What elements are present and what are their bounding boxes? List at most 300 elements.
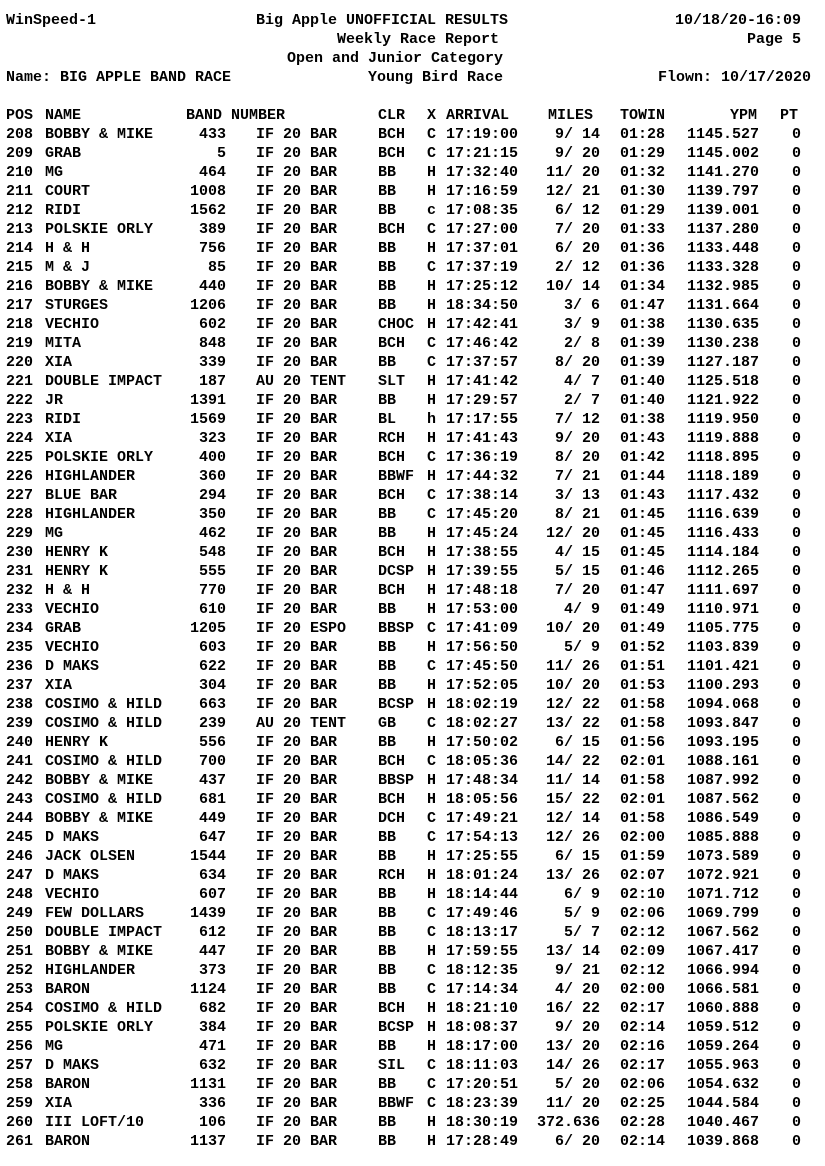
cell-pos: 230 (6, 544, 34, 561)
cell-x: H (427, 1019, 437, 1036)
cell-clr: BB (378, 829, 397, 846)
cell-clr: SIL (378, 1057, 406, 1074)
cell-band: 304 (198, 677, 226, 694)
cell-pt: 0 (792, 810, 802, 827)
cell-miles: 5/ 7 (563, 924, 600, 941)
cell-band: 336 (198, 1095, 226, 1112)
cell-band: 106 (198, 1114, 226, 1131)
cell-miles: 13/ 20 (545, 1038, 600, 1055)
cell-arrival: 17:37:57 (446, 354, 519, 371)
cell-miles: 5/ 9 (563, 639, 600, 656)
cell-pt: 0 (792, 373, 802, 390)
cell-towin: 01:46 (620, 563, 666, 580)
cell-arrival: 18:12:35 (446, 962, 519, 979)
cell-number: IF 20 BAR (256, 164, 338, 181)
cell-band: 239 (198, 715, 226, 732)
cell-pt: 0 (792, 297, 802, 314)
cell-miles: 3/ 6 (563, 297, 600, 314)
cell-name: HIGHLANDER (45, 962, 136, 979)
cell-ypm: 1130.635 (686, 316, 759, 333)
cell-pt: 0 (792, 620, 802, 637)
cell-clr: BCH (378, 582, 406, 599)
cell-band: 471 (198, 1038, 226, 1055)
table-row (6, 145, 816, 164)
cell-x: C (427, 1095, 437, 1112)
table-row (6, 563, 816, 582)
cell-pt: 0 (792, 468, 802, 485)
cell-band: 437 (198, 772, 226, 789)
cell-pt: 0 (792, 449, 802, 466)
cell-pt: 0 (792, 905, 802, 922)
cell-pt: 0 (792, 791, 802, 808)
cell-x: C (427, 1057, 437, 1074)
cell-number: IF 20 BAR (256, 202, 338, 219)
cell-ypm: 1125.518 (686, 373, 759, 390)
col-band-number: BAND NUMBER (186, 107, 286, 124)
cell-x: C (427, 354, 437, 371)
cell-towin: 01:36 (620, 259, 666, 276)
cell-miles: 11/ 14 (545, 772, 600, 789)
cell-name: POLSKIE ORLY (45, 449, 154, 466)
cell-number: IF 20 BAR (256, 525, 338, 542)
table-row (6, 430, 816, 449)
cell-name: COSIMO & HILD (45, 1000, 163, 1017)
table-row (6, 791, 816, 810)
cell-name: D MAKS (45, 867, 100, 884)
cell-band: 400 (198, 449, 226, 466)
cell-x: C (427, 145, 437, 162)
cell-name: BLUE BAR (45, 487, 118, 504)
cell-clr: BB (378, 981, 397, 998)
cell-towin: 01:49 (620, 601, 666, 618)
cell-band: 548 (198, 544, 226, 561)
table-row (6, 924, 816, 943)
cell-pos: 225 (6, 449, 34, 466)
cell-x: H (427, 297, 437, 314)
cell-clr: BCH (378, 335, 406, 352)
cell-x: H (427, 468, 437, 485)
cell-name: XIA (45, 1095, 73, 1112)
cell-ypm: 1121.922 (686, 392, 759, 409)
cell-arrival: 17:41:42 (446, 373, 519, 390)
cell-towin: 01:45 (620, 525, 666, 542)
table-row (6, 335, 816, 354)
cell-pt: 0 (792, 677, 802, 694)
cell-name: HIGHLANDER (45, 468, 136, 485)
cell-pt: 0 (792, 772, 802, 789)
table-row (6, 829, 816, 848)
table-row (6, 544, 816, 563)
cell-number: IF 20 BAR (256, 829, 338, 846)
cell-towin: 01:51 (620, 658, 666, 675)
cell-towin: 01:39 (620, 335, 666, 352)
table-row (6, 886, 816, 905)
cell-name: POLSKIE ORLY (45, 1019, 154, 1036)
cell-pos: 238 (6, 696, 34, 713)
cell-arrival: 17:08:35 (446, 202, 519, 219)
cell-number: IF 20 ESPO (256, 620, 347, 637)
cell-miles: 12/ 14 (545, 810, 600, 827)
cell-ypm: 1040.467 (686, 1114, 759, 1131)
cell-ypm: 1067.562 (686, 924, 759, 941)
cell-clr: BB (378, 183, 397, 200)
cell-arrival: 17:37:19 (446, 259, 519, 276)
cell-pt: 0 (792, 886, 802, 903)
cell-pt: 0 (792, 202, 802, 219)
cell-x: H (427, 544, 437, 561)
column-header-row (6, 107, 816, 126)
cell-name: D MAKS (45, 1057, 100, 1074)
cell-clr: BB (378, 734, 397, 751)
cell-name: MG (45, 164, 64, 181)
cell-band: 556 (198, 734, 226, 751)
cell-band: 85 (207, 259, 226, 276)
cell-towin: 02:17 (620, 1057, 666, 1074)
cell-miles: 372.636 (536, 1114, 600, 1131)
cell-pt: 0 (792, 582, 802, 599)
col-towin: TOWIN (620, 107, 666, 124)
cell-towin: 02:01 (620, 791, 666, 808)
cell-x: H (427, 373, 437, 390)
cell-number: IF 20 BAR (256, 221, 338, 238)
cell-miles: 14/ 26 (545, 1057, 600, 1074)
cell-miles: 5/ 15 (554, 563, 600, 580)
cell-number: IF 20 BAR (256, 278, 338, 295)
cell-pt: 0 (792, 183, 802, 200)
cell-ypm: 1141.270 (686, 164, 759, 181)
cell-name: VECHIO (45, 639, 100, 656)
cell-name: XIA (45, 354, 73, 371)
cell-pos: 240 (6, 734, 34, 751)
cell-band: 464 (198, 164, 226, 181)
cell-number: IF 20 BAR (256, 544, 338, 561)
cell-arrival: 17:21:15 (446, 145, 519, 162)
cell-arrival: 17:17:55 (446, 411, 519, 428)
cell-pos: 246 (6, 848, 34, 865)
cell-arrival: 17:25:12 (446, 278, 519, 295)
cell-band: 770 (198, 582, 226, 599)
cell-arrival: 17:49:46 (446, 905, 519, 922)
cell-pt: 0 (792, 164, 802, 181)
cell-clr: BB (378, 962, 397, 979)
cell-clr: BCSP (378, 696, 415, 713)
cell-ypm: 1119.888 (686, 430, 759, 447)
cell-arrival: 18:08:37 (446, 1019, 519, 1036)
cell-pos: 209 (6, 145, 34, 162)
cell-pos: 252 (6, 962, 34, 979)
cell-miles: 2/ 8 (563, 335, 600, 352)
cell-arrival: 17:54:13 (446, 829, 519, 846)
cell-band: 294 (198, 487, 226, 504)
cell-towin: 01:58 (620, 696, 666, 713)
cell-pt: 0 (792, 1076, 802, 1093)
cell-x: c (427, 202, 437, 219)
cell-name: COURT (45, 183, 91, 200)
cell-pos: 260 (6, 1114, 34, 1131)
cell-x: H (427, 886, 437, 903)
cell-number: IF 20 BAR (256, 145, 338, 162)
cell-x: H (427, 430, 437, 447)
cell-number: IF 20 BAR (256, 1057, 338, 1074)
cell-miles: 8/ 20 (554, 354, 600, 371)
cell-name: BOBBY & MIKE (45, 278, 154, 295)
cell-pt: 0 (792, 1019, 802, 1036)
cell-arrival: 17:25:55 (446, 848, 519, 865)
cell-miles: 10/ 20 (545, 677, 600, 694)
cell-band: 1008 (189, 183, 226, 200)
cell-towin: 02:07 (620, 867, 666, 884)
cell-clr: BB (378, 278, 397, 295)
col-pos: POS (6, 107, 34, 124)
table-row (6, 848, 816, 867)
table-row (6, 677, 816, 696)
cell-name: RIDI (45, 202, 82, 219)
cell-name: JR (45, 392, 64, 409)
cell-x: C (427, 810, 437, 827)
cell-pos: 233 (6, 601, 34, 618)
cell-towin: 01:29 (620, 202, 666, 219)
table-row (6, 1038, 816, 1057)
cell-number: IF 20 BAR (256, 1038, 338, 1055)
cell-clr: BCH (378, 221, 406, 238)
cell-band: 1124 (189, 981, 226, 998)
table-row (6, 905, 816, 924)
cell-ypm: 1066.994 (686, 962, 759, 979)
cell-name: BOBBY & MIKE (45, 126, 154, 143)
cell-number: IF 20 BAR (256, 753, 338, 770)
cell-band: 1562 (189, 202, 226, 219)
cell-miles: 4/ 7 (563, 373, 600, 390)
table-row (6, 658, 816, 677)
cell-band: 1137 (189, 1133, 226, 1150)
cell-arrival: 18:11:03 (446, 1057, 519, 1074)
cell-towin: 01:30 (620, 183, 666, 200)
cell-band: 756 (198, 240, 226, 257)
cell-arrival: 17:20:51 (446, 1076, 519, 1093)
cell-name: VECHIO (45, 601, 100, 618)
cell-towin: 01:45 (620, 544, 666, 561)
cell-x: H (427, 1114, 437, 1131)
cell-pt: 0 (792, 658, 802, 675)
cell-towin: 01:58 (620, 715, 666, 732)
cell-arrival: 18:05:36 (446, 753, 519, 770)
cell-ypm: 1059.512 (686, 1019, 759, 1036)
cell-towin: 02:00 (620, 829, 666, 846)
cell-band: 462 (198, 525, 226, 542)
table-row (6, 772, 816, 791)
table-row (6, 1095, 816, 1114)
cell-band: 612 (198, 924, 226, 941)
cell-pos: 213 (6, 221, 34, 238)
cell-miles: 4/ 9 (563, 601, 600, 618)
cell-pt: 0 (792, 411, 802, 428)
cell-number: IF 20 BAR (256, 582, 338, 599)
cell-arrival: 17:50:02 (446, 734, 519, 751)
cell-clr: BCH (378, 145, 406, 162)
cell-towin: 01:49 (620, 620, 666, 637)
cell-name: III LOFT/10 (45, 1114, 145, 1131)
cell-pos: 257 (6, 1057, 34, 1074)
table-row (6, 449, 816, 468)
table-row (6, 411, 816, 430)
cell-pos: 228 (6, 506, 34, 523)
cell-name: XIA (45, 430, 73, 447)
cell-arrival: 17:19:00 (446, 126, 519, 143)
cell-towin: 01:52 (620, 639, 666, 656)
cell-arrival: 17:44:32 (446, 468, 519, 485)
cell-number: IF 20 BAR (256, 316, 338, 333)
cell-name: BARON (45, 981, 91, 998)
cell-miles: 6/ 15 (554, 734, 600, 751)
cell-x: H (427, 316, 437, 333)
cell-towin: 01:56 (620, 734, 666, 751)
cell-name: BOBBY & MIKE (45, 943, 154, 960)
cell-ypm: 1145.002 (686, 145, 759, 162)
cell-ypm: 1118.189 (686, 468, 759, 485)
table-row (6, 1133, 816, 1152)
table-row (6, 240, 816, 259)
cell-ypm: 1111.697 (686, 582, 759, 599)
col-name: NAME (45, 107, 82, 124)
cell-arrival: 17:32:40 (446, 164, 519, 181)
cell-x: H (427, 943, 437, 960)
cell-towin: 02:00 (620, 981, 666, 998)
cell-pt: 0 (792, 563, 802, 580)
cell-miles: 10/ 20 (545, 620, 600, 637)
cell-number: IF 20 BAR (256, 943, 338, 960)
cell-number: IF 20 BAR (256, 962, 338, 979)
cell-pos: 259 (6, 1095, 34, 1112)
cell-arrival: 17:49:21 (446, 810, 519, 827)
cell-miles: 5/ 20 (554, 1076, 600, 1093)
cell-pos: 258 (6, 1076, 34, 1093)
cell-miles: 2/ 12 (554, 259, 600, 276)
cell-name: FEW DOLLARS (45, 905, 145, 922)
cell-clr: BBSP (378, 620, 415, 637)
cell-pt: 0 (792, 867, 802, 884)
cell-x: C (427, 449, 437, 466)
cell-arrival: 17:37:01 (446, 240, 519, 257)
cell-pos: 220 (6, 354, 34, 371)
cell-pt: 0 (792, 240, 802, 257)
cell-clr: BB (378, 639, 397, 656)
cell-ypm: 1132.985 (686, 278, 759, 295)
cell-ypm: 1103.839 (686, 639, 759, 656)
cell-clr: BL (378, 411, 397, 428)
cell-band: 360 (198, 468, 226, 485)
cell-pos: 227 (6, 487, 34, 504)
cell-clr: GB (378, 715, 397, 732)
cell-towin: 01:58 (620, 772, 666, 789)
cell-arrival: 17:29:57 (446, 392, 519, 409)
cell-ypm: 1071.712 (686, 886, 759, 903)
cell-name: D MAKS (45, 829, 100, 846)
cell-number: IF 20 BAR (256, 772, 338, 789)
cell-pt: 0 (792, 506, 802, 523)
cell-arrival: 17:39:55 (446, 563, 519, 580)
cell-towin: 01:34 (620, 278, 666, 295)
cell-towin: 02:01 (620, 753, 666, 770)
cell-miles: 6/ 9 (563, 886, 600, 903)
cell-towin: 01:29 (620, 145, 666, 162)
cell-number: IF 20 BAR (256, 924, 338, 941)
cell-ypm: 1145.527 (686, 126, 759, 143)
cell-pos: 243 (6, 791, 34, 808)
table-row (6, 1057, 816, 1076)
table-row (6, 373, 816, 392)
cell-arrival: 17:45:20 (446, 506, 519, 523)
cell-x: H (427, 696, 437, 713)
cell-x: C (427, 924, 437, 941)
cell-pos: 249 (6, 905, 34, 922)
cell-clr: BB (378, 658, 397, 675)
cell-name: COSIMO & HILD (45, 791, 163, 808)
cell-arrival: 18:01:24 (446, 867, 519, 884)
cell-ypm: 1087.562 (686, 791, 759, 808)
cell-number: IF 20 BAR (256, 563, 338, 580)
table-row (6, 221, 816, 240)
cell-clr: BCH (378, 791, 406, 808)
cell-ypm: 1060.888 (686, 1000, 759, 1017)
cell-number: IF 20 BAR (256, 1076, 338, 1093)
cell-miles: 11/ 26 (545, 658, 600, 675)
cell-clr: BB (378, 1114, 397, 1131)
cell-arrival: 18:34:50 (446, 297, 519, 314)
cell-miles: 12/ 22 (545, 696, 600, 713)
cell-miles: 16/ 22 (545, 1000, 600, 1017)
cell-x: H (427, 1038, 437, 1055)
cell-x: H (427, 183, 437, 200)
cell-name: COSIMO & HILD (45, 715, 163, 732)
cell-clr: BCH (378, 126, 406, 143)
cell-x: H (427, 278, 437, 295)
cell-clr: BCH (378, 449, 406, 466)
cell-miles: 7/ 21 (554, 468, 600, 485)
cell-pt: 0 (792, 1095, 802, 1112)
cell-number: IF 20 BAR (256, 126, 338, 143)
cell-band: 607 (198, 886, 226, 903)
cell-miles: 13/ 22 (545, 715, 600, 732)
cell-clr: BBWF (378, 1095, 415, 1112)
cell-clr: BCH (378, 544, 406, 561)
cell-pt: 0 (792, 639, 802, 656)
cell-number: IF 20 BAR (256, 506, 338, 523)
cell-miles: 12/ 26 (545, 829, 600, 846)
cell-name: D MAKS (45, 658, 100, 675)
cell-pos: 242 (6, 772, 34, 789)
cell-arrival: 17:52:05 (446, 677, 519, 694)
cell-x: C (427, 487, 437, 504)
table-row (6, 753, 816, 772)
cell-clr: CHOC (378, 316, 415, 333)
table-row (6, 1019, 816, 1038)
cell-arrival: 18:14:44 (446, 886, 519, 903)
cell-pt: 0 (792, 278, 802, 295)
cell-clr: BCH (378, 487, 406, 504)
table-row (6, 392, 816, 411)
cell-ypm: 1088.161 (686, 753, 759, 770)
cell-pt: 0 (792, 145, 802, 162)
cell-pt: 0 (792, 848, 802, 865)
cell-number: IF 20 BAR (256, 734, 338, 751)
table-row (6, 981, 816, 1000)
cell-pos: 226 (6, 468, 34, 485)
cell-arrival: 17:56:50 (446, 639, 519, 656)
cell-x: h (427, 411, 437, 428)
table-row (6, 943, 816, 962)
cell-x: C (427, 1076, 437, 1093)
cell-arrival: 17:36:19 (446, 449, 519, 466)
